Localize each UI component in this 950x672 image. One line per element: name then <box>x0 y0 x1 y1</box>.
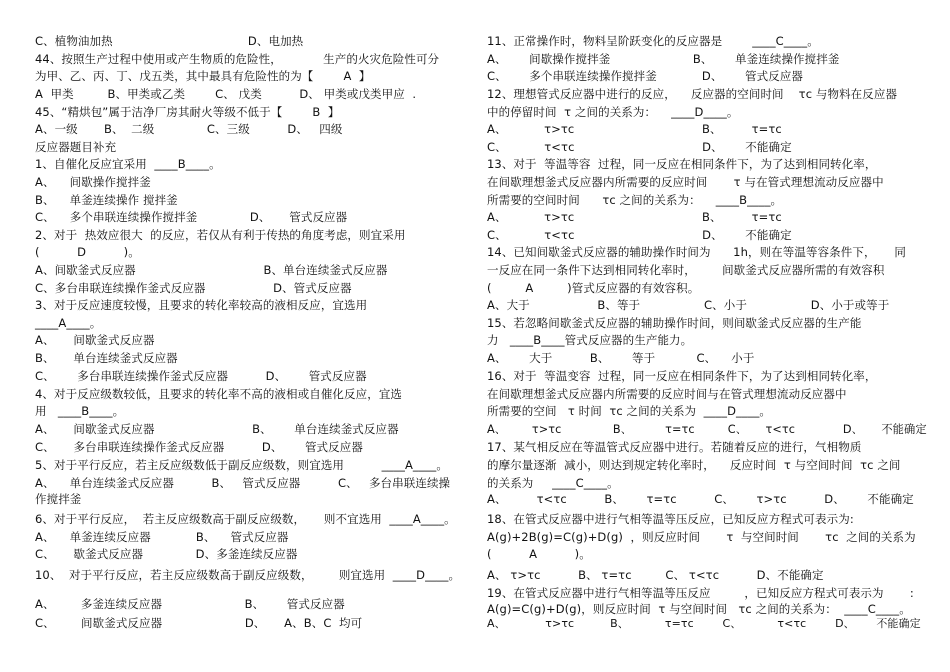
text-line: 10、 对于平行反应，若主反应级数高于副反应级数， 则宜选用 ____D____。 <box>35 568 461 582</box>
text-line: A 甲类 B、甲类或乙类 C、 戊类 D、 甲类或戊类甲应 . <box>35 87 417 101</box>
text-line: C、 多个串联连续操作搅拌釜 D、 管式反应器 <box>487 69 804 83</box>
text-line: 45、“精烘包”属于洁净厂房其耐火等级不低于【 B 】 <box>35 105 340 119</box>
text-line: ( A )管式反应器的有效容积。 <box>487 281 700 295</box>
text-line: A、大于 B、等于 C、小于 D、小于或等于 <box>487 298 890 312</box>
text-line: 2、对于 热效应很大 的反应，若仅从有利于传热的角度考虑，则宜采用 <box>35 228 406 242</box>
text-line: 15、若忽略间歇釜式反应器的辅助操作时间，则间歇釜式反应器的生产能 <box>487 316 862 330</box>
text-line: 17、某气相反应在等温管式反应器中进行。若随着反应的进行，气相物质 <box>487 440 862 454</box>
text-line: C、 τ<τc D、 不能确定 <box>487 140 792 154</box>
text-line: C、 多台串联连续操作釜式反应器 D、 管式反应器 <box>35 440 363 454</box>
text-line: C、植物油加热 D、电加热 <box>35 34 304 48</box>
text-line: A、 τ>τc B、 τ=τc C、 τ<τc D、 不能确定 <box>487 617 921 630</box>
text-line: 所需要的空间时间 τc 之间的关系为： ____B____。 <box>487 193 783 207</box>
text-line: 11、正常操作时，物料呈阶跃变化的反应器是 ____C____。 <box>487 34 819 48</box>
text-line: A、间歇釜式反应器 B、单台连续釜式反应器 <box>35 263 388 277</box>
text-line: 为甲、乙、丙、丁、戊五类，其中最具有危险性的为【 A 】 <box>35 69 371 83</box>
text-line: 一反应在同一条件下达到相同转化率时， 间歇釜式反应器所需的有效容积 <box>487 263 885 277</box>
text-line: 在间歇理想釜式反应器内所需要的反应时间与在管式理想流动反应器中 <box>487 387 847 401</box>
text-line: C、多台串联连续操作釜式反应器 D、管式反应器 <box>35 281 352 295</box>
text-line: 14、已知间歇釜式反应器的辅助操作时间为 1h，则在等温等容条件下， 同 <box>487 245 906 259</box>
text-line: 3、对于反应速度较慢，且要求的转化率较高的液相反应，宜选用 <box>35 298 368 312</box>
text-line: ( A )。 <box>487 547 591 561</box>
text-line: A(g)+2B(g)=C(g)+D(g) ，则反应时间 τ 与空间时间 τc 之间的关系为 <box>487 530 916 544</box>
text-line: ____A____。 <box>35 316 102 330</box>
text-line: C、 多个串联连续操作搅拌釜 D、 管式反应器 <box>35 210 348 224</box>
text-line: 12、理想管式反应器中进行的反应， 反应器的空间时间 τc 与物料在反应器 <box>487 87 898 101</box>
text-line: B、 单台连续釜式反应器 <box>35 351 178 365</box>
text-line: A、 多釜连续反应器 B、 管式反应器 <box>35 597 345 611</box>
text-line: A、 间歇釜式反应器 B、 单台连续釜式反应器 <box>35 422 399 436</box>
text-line: C、 τ<τc D、 不能确定 <box>487 228 792 242</box>
text-line: A、 τ>τc B、 τ=τc <box>487 122 782 136</box>
text-line: 用 ____B____。 <box>35 404 125 418</box>
text-line: A、 大于 B、 等于 C、 小于 <box>487 351 755 365</box>
text-line: 1、自催化反应宜采用 ____B____。 <box>35 157 221 171</box>
text-line: A、 τ<τc B、 τ=τc C、 τ>τc D、 不能确定 <box>487 492 914 506</box>
text-line: 所需要的空间 τ 时间 τc 之间的关系为 ____D____。 <box>487 404 772 418</box>
text-line: A、 间歇操作搅拌釜 <box>35 175 151 189</box>
text-line: 的关系为 ____C____。 <box>487 476 619 490</box>
text-line: 中的停留时间 τ 之间的关系为： ____D____。 <box>487 105 739 119</box>
text-line: C、 间歇釜式反应器 D、 A、B、C 均可 <box>35 616 363 630</box>
text-line: C、 歇釜式反应器 D、多釜连续反应器 <box>35 547 298 561</box>
text-line: 4、对于反应级数较低，且要求的转化率不高的液相或自催化反应，宜选 <box>35 387 403 401</box>
text-line: A、 单台连续釜式反应器 B、 管式反应器 C、 多台串联连续操 <box>35 476 451 490</box>
text-line: A、 τ>τc B、 τ=τc C、 τ<τc D、 不能确定 <box>487 423 927 436</box>
text-line: A、一级 B、 二级 C、三级 D、 四级 <box>35 122 343 136</box>
text-line: 6、对于平行反应， 若主反应级数高于副反应级数， 则不宜选用 ____A____。 <box>35 512 456 526</box>
text-line: 在间歇理想釜式反应器内所需要的反应时间 τ 与在管式理想流动反应器中 <box>487 175 884 189</box>
text-line: A、 单釜连续反应器 B、 管式反应器 <box>35 530 289 544</box>
text-line: 16、对于 等温变容 过程，同一反应在相同条件下，为了达到相同转化率， <box>487 369 877 383</box>
text-line: 5、对于平行反应，若主反应级数低于副反应级数，则宜选用 ____A____。 <box>35 458 448 472</box>
text-line: A(g)=C(g)+D(g)，则反应时间 τ 与空间时间 τc 之间的关系为： ____C____。 <box>487 602 911 616</box>
text-line: 13、对于 等温等容 过程，同一反应在相同条件下，为了达到相同转化率， <box>487 157 877 171</box>
text-line: A、 间歇釜式反应器 <box>35 333 155 347</box>
text-line: ( D )。 <box>35 245 140 259</box>
text-line: 反应器题目补充 <box>35 140 117 154</box>
text-line: 作搅拌釜 <box>35 492 82 506</box>
text-line: A、 间歇操作搅拌釜 B、 单釜连续操作搅拌釜 <box>487 52 840 66</box>
text-line: C、 多台串联连续操作釜式反应器 D、 管式反应器 <box>35 369 367 383</box>
text-line: A、 τ>τc B、 τ=τc <box>487 210 782 224</box>
text-line: 的摩尔量逐渐 减小，则达到规定转化率时， 反应时间 τ 与空间时间 τc 之间 <box>487 458 901 472</box>
text-line: B、 单釜连续操作 搅拌釜 <box>35 193 178 207</box>
text-line: 18、在管式反应器中进行气相等温等压反应，已知反应方程式可表示为: <box>487 512 854 526</box>
text-line: 44、按照生产过程中使用或产生物质的危险性， 生产的火灾危险性可分 <box>35 52 440 66</box>
text-line: 力 ____B____管式反应器的生产能力。 <box>487 333 693 347</box>
text-line: 19、在管式反应器中进行气相等温等压反应 ，已知反应方程式可表示为 : <box>487 586 914 600</box>
text-line: A、 τ>τc B、 τ=τc C、 τ<τc D、不能确定 <box>487 568 824 582</box>
